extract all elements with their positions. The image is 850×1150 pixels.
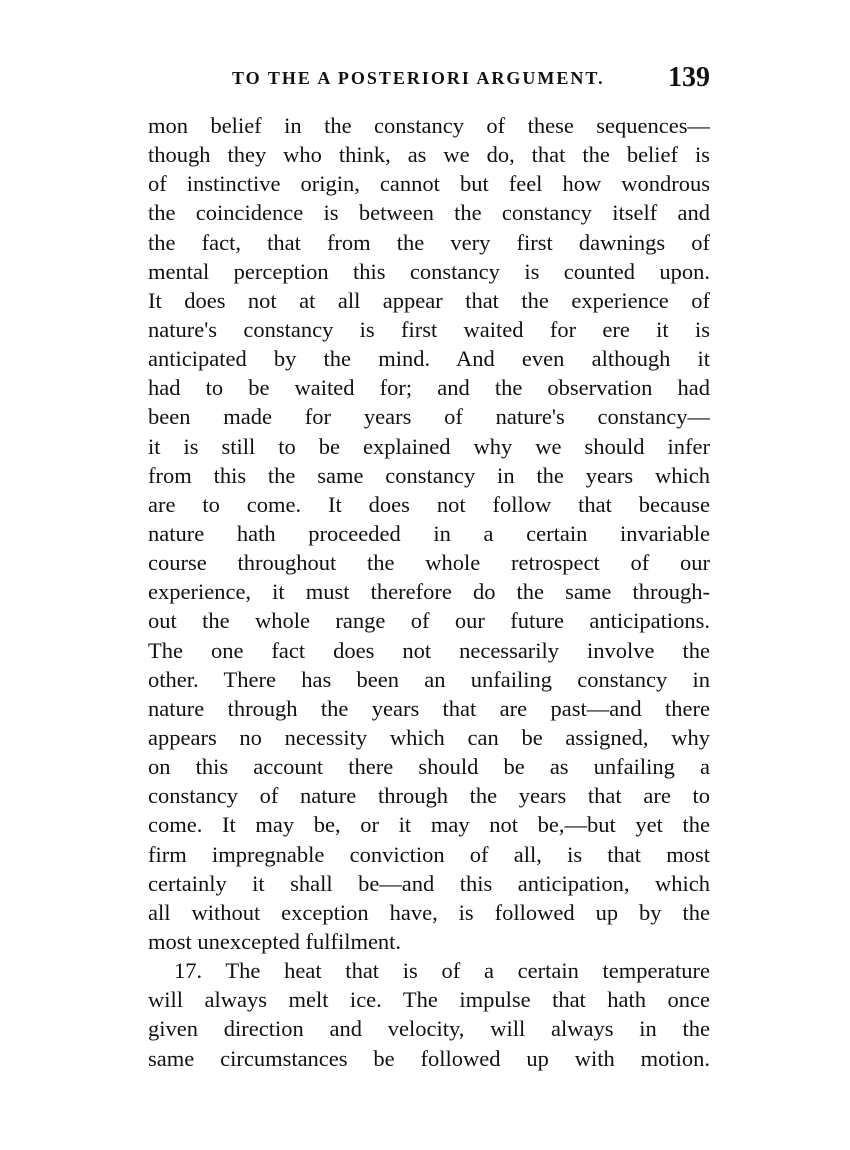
page-number: 139	[668, 62, 710, 93]
text-line: other. There has been an unfailing constancy in	[148, 666, 710, 692]
text-line: 17. The heat that is of a certain temperature	[174, 958, 710, 984]
text-line: course throughout the whole retrospect of our	[148, 550, 710, 576]
text-line: though they who think, as we do, that the belief is	[148, 142, 710, 168]
text-line: certainly it shall be—and this anticipation, which	[148, 870, 710, 896]
text-line: it is still to be explained why we should infer	[148, 433, 710, 459]
text-line: will always melt ice. The impulse that hath once	[148, 987, 710, 1013]
text-line: given direction and velocity, will always in the	[148, 1016, 710, 1042]
text-line: nature through the years that are past—and there	[148, 695, 710, 721]
text-line: from this the same constancy in the years which	[148, 462, 710, 488]
text-line: anticipated by the mind. And even although it	[148, 346, 710, 372]
text-line: on this account there should be as unfailing a	[148, 754, 710, 780]
text-line: all without exception have, is followed up by the	[148, 899, 710, 925]
text-line: constancy of nature through the years that are to	[148, 783, 710, 809]
text-line: most unexcepted fulfilment.	[148, 928, 402, 954]
text-line: same circumstances be followed up with motion.	[148, 1045, 710, 1071]
text-line: appears no necessity which can be assigned, why	[148, 724, 710, 750]
text-line: the fact, that from the very first dawnings of	[148, 229, 710, 255]
text-line: nature's constancy is first waited for ere it is	[148, 316, 710, 342]
text-line: out the whole range of our future anticipations.	[148, 608, 710, 634]
text-line: firm impregnable conviction of all, is that most	[148, 841, 710, 867]
text-line: It does not at all appear that the experience of	[148, 287, 710, 313]
text-line: experience, it must therefore do the same through-	[148, 579, 710, 605]
running-title: TO THE A POSTERIORI ARGUMENT.	[232, 68, 605, 88]
body-text	[148, 111, 710, 1073]
text-line: The one fact does not necessarily involve the	[148, 637, 710, 663]
text-line: are to come. It does not follow that because	[148, 491, 710, 517]
text-line: come. It may be, or it may not be,—but yet the	[148, 812, 710, 838]
running-head	[150, 62, 710, 98]
text-line: had to be waited for; and the observation had	[148, 375, 710, 401]
text-line: the coincidence is between the constancy itself and	[148, 200, 710, 226]
text-line: been made for years of nature's constancy—	[148, 404, 710, 430]
text-line: nature hath proceeded in a certain invariable	[148, 520, 710, 546]
text-line: of instinctive origin, cannot but feel how wondrous	[148, 171, 710, 197]
text-line: mental perception this constancy is counted upon.	[148, 258, 710, 284]
text-line: mon belief in the constancy of these sequences—	[148, 113, 710, 138]
